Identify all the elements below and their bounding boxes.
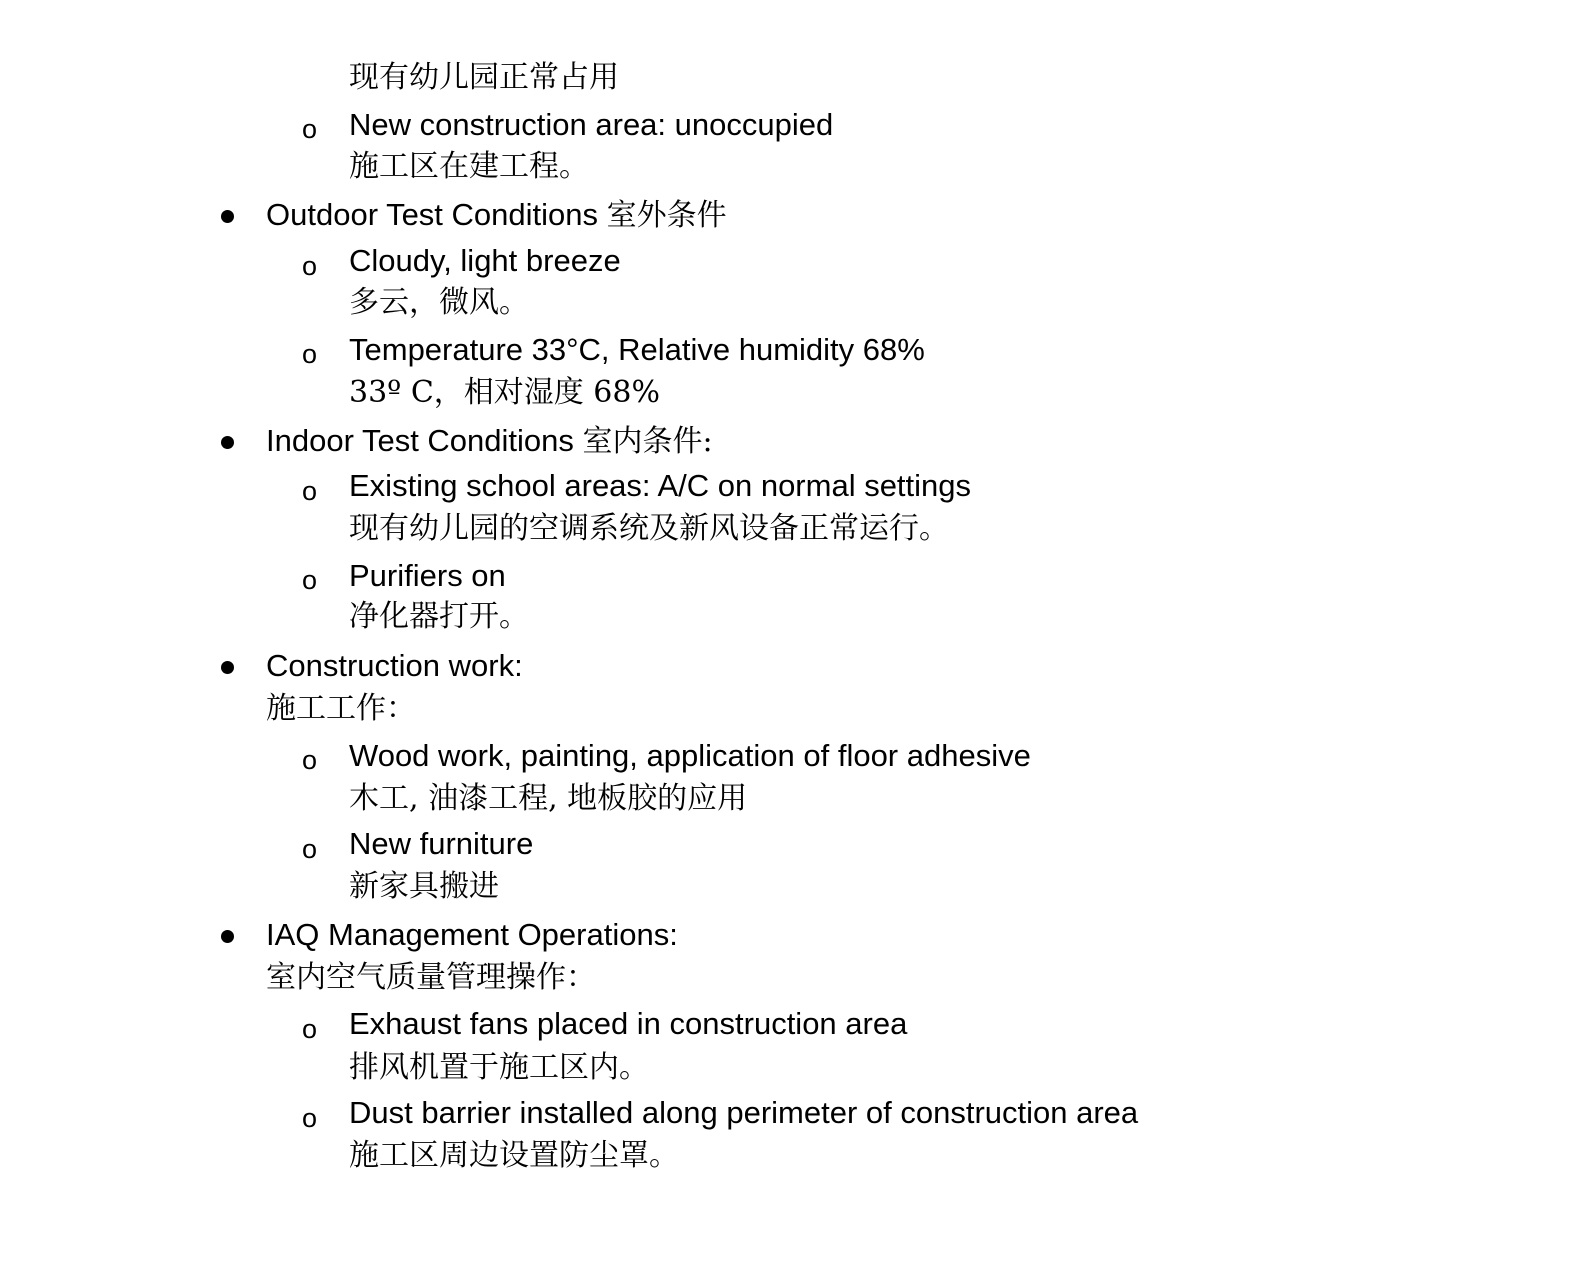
exhaust-fans-en-text: Exhaust fans placed in construction area (349, 1006, 908, 1041)
bullet-marker (221, 436, 234, 449)
bullet-marker (221, 210, 234, 223)
iaq-heading-zh: 室内空气质量管理操作： (266, 960, 596, 995)
indoor-heading (266, 425, 713, 457)
sub-bullet-marker: o (302, 745, 318, 775)
bullet-marker (221, 930, 234, 943)
temperature-zh-text: 33º C，相对湿度 68% (349, 375, 660, 410)
occupied-zh-text: 现有幼儿园正常占用 (349, 60, 619, 95)
wood-work-en-text: Wood work, painting, application of floor adhesive (349, 738, 1031, 773)
iaq-heading-en: IAQ Management Operations: (266, 917, 678, 952)
cloudy-en-text: Cloudy, light breeze (349, 243, 621, 278)
purifiers-en-text: Purifiers on (349, 558, 506, 593)
bullet-marker (221, 661, 234, 674)
outdoor-heading-en: Outdoor Test Conditions (266, 197, 607, 232)
wood-work-zh-text: 木工, 油漆工程, 地板胶的应用 (349, 781, 748, 816)
dust-barrier-zh-text: 施工区周边设置防尘罩。 (349, 1138, 679, 1173)
sub-bullet-marker: o (302, 834, 318, 864)
indoor-heading-zh: 室内条件: (582, 424, 713, 459)
construction-heading-en: Construction work: (266, 648, 523, 683)
new-furniture-en-text: New furniture (349, 826, 534, 861)
cloudy-zh-text: 多云，微风。 (349, 285, 529, 320)
sub-bullet-marker: o (302, 1014, 318, 1044)
construction-heading-zh: 施工工作： (266, 691, 416, 726)
dust-barrier-en-text: Dust barrier installed along perimeter of construction area (349, 1095, 1139, 1130)
new-construction-zh-text: 施工区在建工程。 (349, 149, 589, 184)
purifiers-zh-text: 净化器打开。 (349, 599, 529, 634)
existing-school-zh-text: 现有幼儿园的空调系统及新风设备正常运行。 (349, 511, 949, 546)
sub-bullet-marker: o (302, 476, 318, 506)
sub-bullet-marker: o (302, 1103, 318, 1133)
sub-bullet-marker: o (302, 339, 318, 369)
sub-bullet-marker: o (302, 565, 318, 595)
indoor-heading-en: Indoor Test Conditions (266, 423, 583, 458)
temperature-en-text: Temperature 33°C, Relative humidity 68% (349, 332, 925, 367)
outdoor-heading (266, 199, 727, 231)
outdoor-heading-zh: 室外条件 (606, 198, 727, 233)
new-furniture-zh-text: 新家具搬进 (349, 869, 499, 904)
exhaust-fans-zh-text: 排风机置于施工区内。 (349, 1050, 649, 1085)
sub-bullet-marker: o (302, 251, 318, 281)
sub-bullet-marker: o (302, 114, 318, 144)
new-construction-en-text: New construction area: unoccupied (349, 107, 834, 142)
existing-school-en-text: Existing school areas: A/C on normal settings (349, 468, 972, 503)
